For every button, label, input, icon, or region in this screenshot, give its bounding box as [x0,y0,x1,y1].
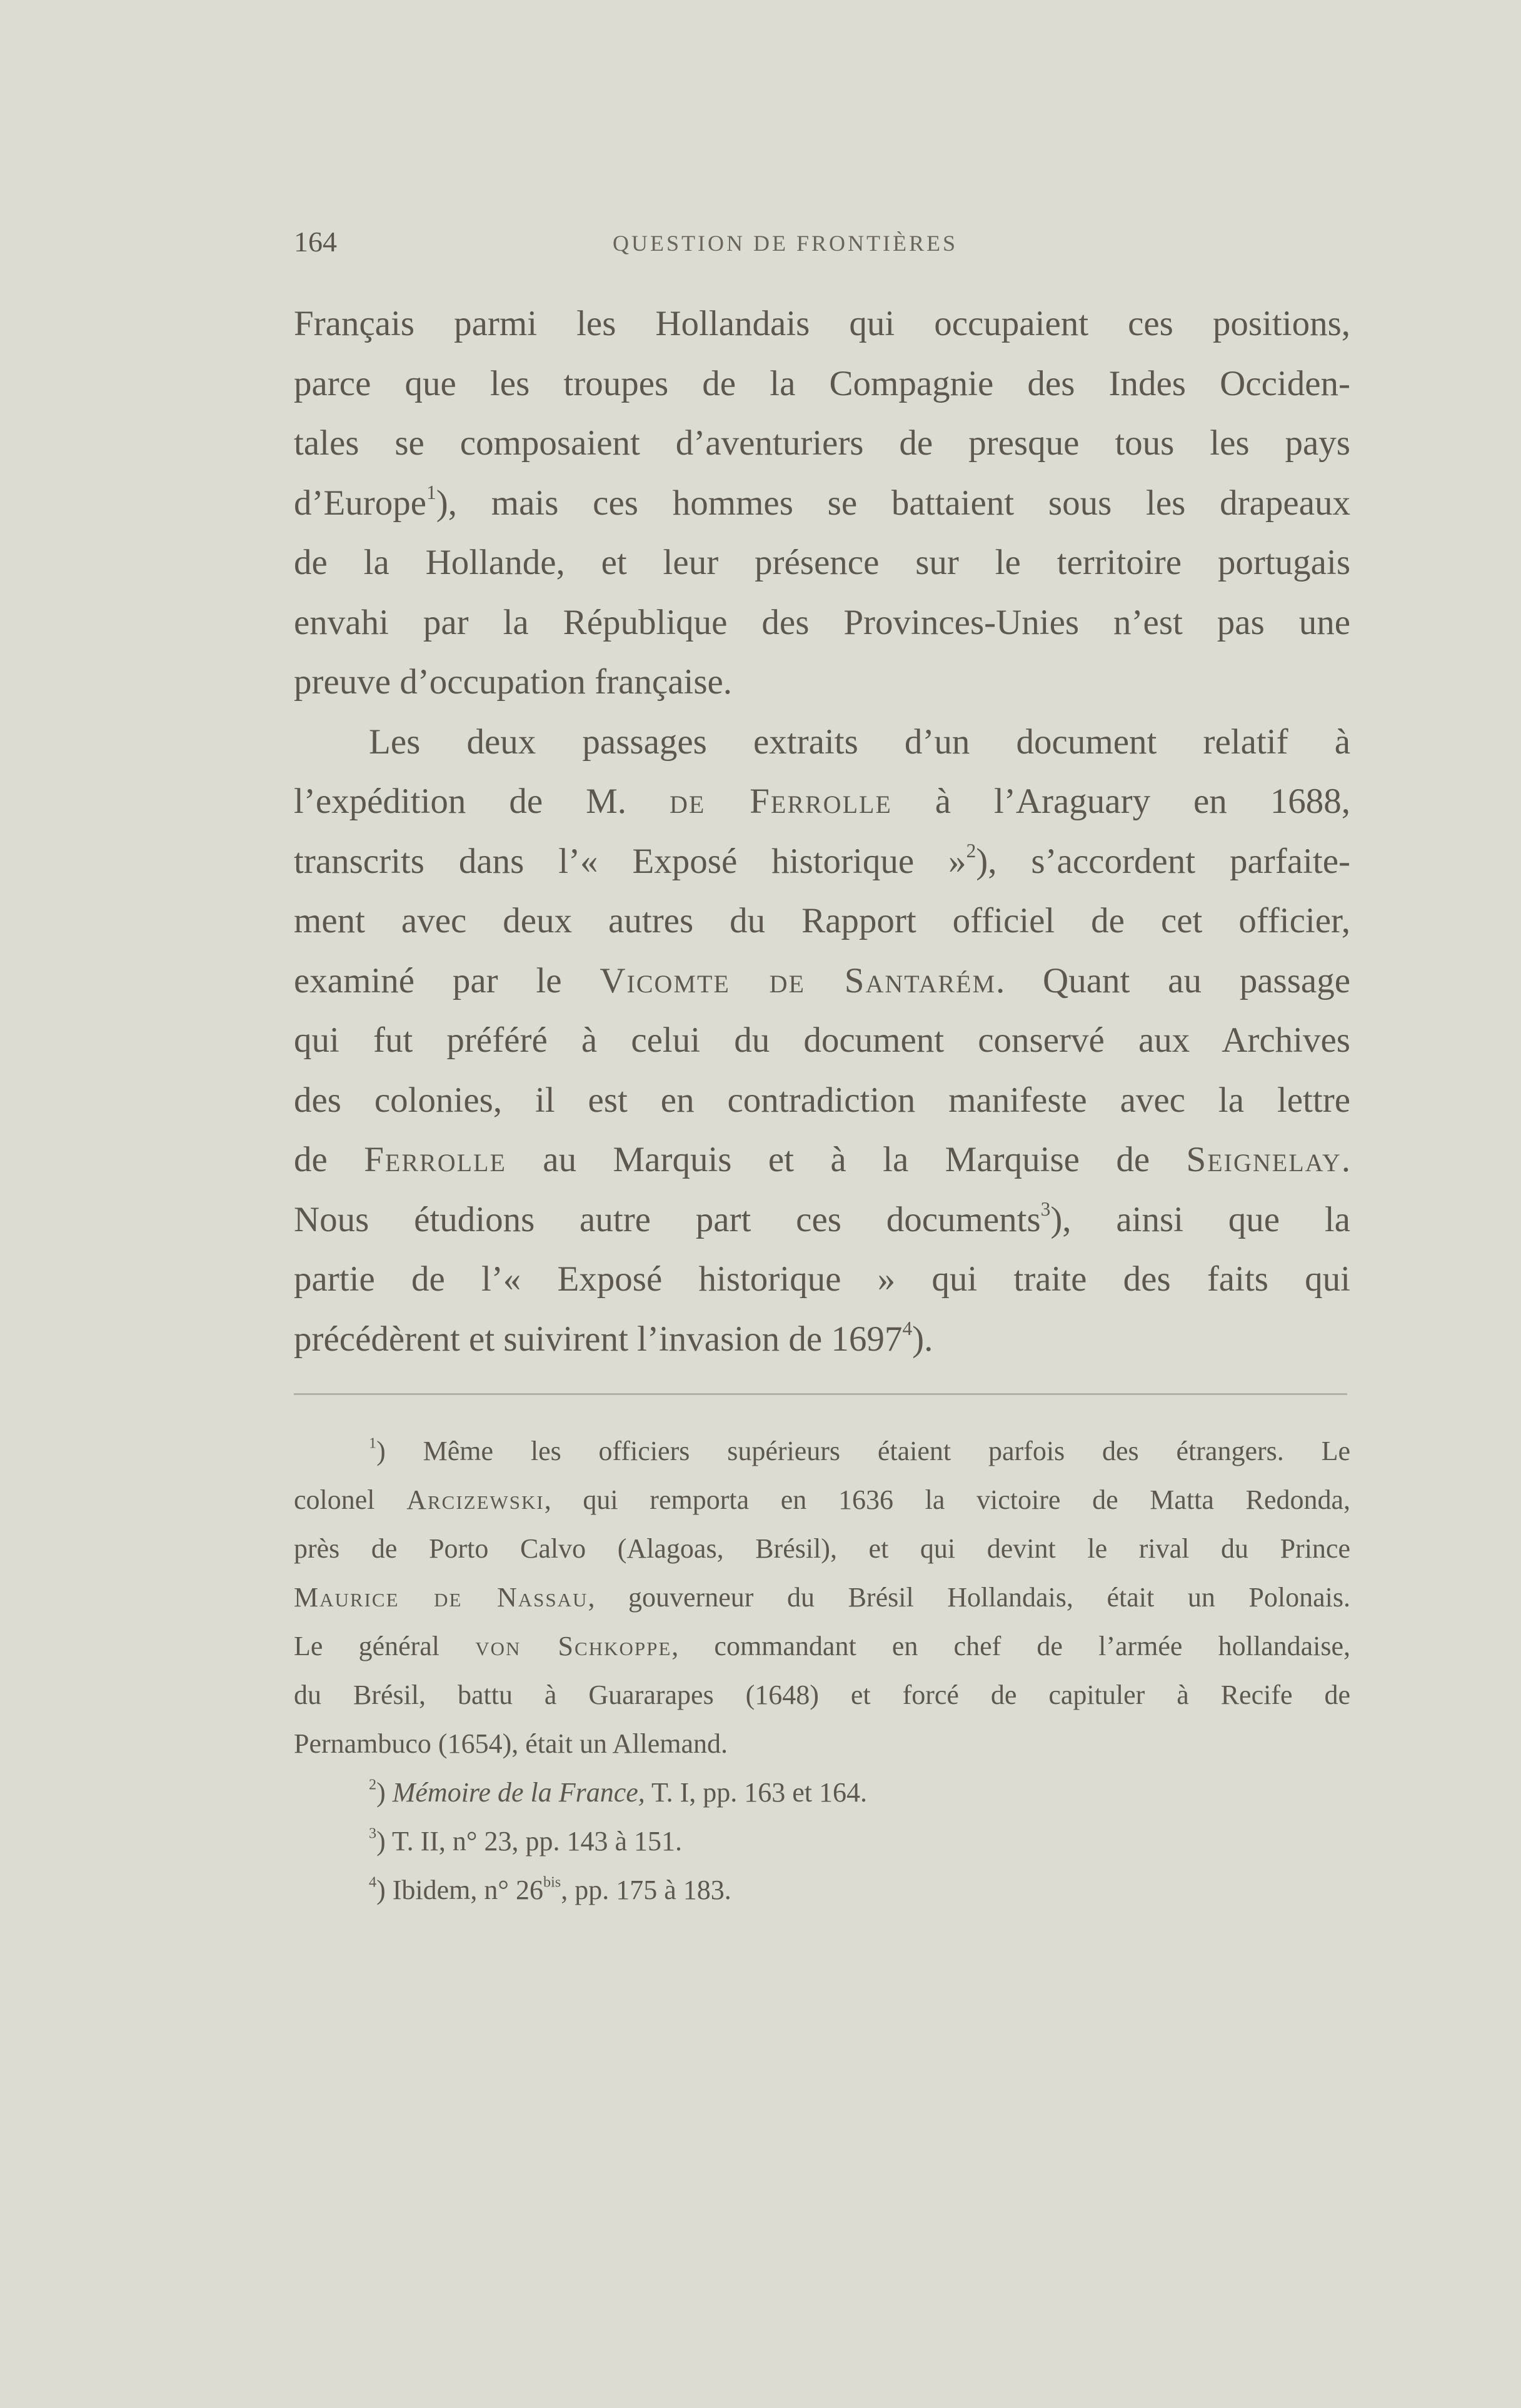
footnote-line: du Brésil, battu à Guararapes (1648) et forcé de capituler à Recife de [294,1680,1350,1710]
text-run: transcrits dans l’« Exposé historique » [294,841,966,881]
footnote-ref: 1 [426,481,436,503]
footnote-1 [294,1427,1350,1768]
text-line [294,951,1350,1011]
footnote-separator [294,1393,1347,1395]
person-name: Ferrolle [364,1140,506,1179]
footnote-ref: 2 [966,839,976,862]
text-line: parce que les troupes de la Compagnie des Indes Occiden- [294,363,1350,403]
text-line: ment avec deux autres du Rapport officiel de cet officier, [294,901,1350,940]
text-run: examiné par le [294,960,600,1000]
person-name: de Ferrolle [669,782,892,821]
text-run: ), mais ces hommes se battaient sous les drapeaux [436,483,1350,523]
text-line [294,473,1350,533]
footnote-line [294,1427,1350,1476]
text-run: colonel [294,1484,407,1515]
person-name: Seignelay [1186,1140,1342,1179]
text-line: preuve d’occupation française. [294,662,733,702]
text-line: partie de l’« Exposé historique » qui traite des faits qui [294,1259,1350,1299]
text-run: . Quant au passage [996,960,1350,1000]
main-text [294,294,1350,1369]
text-run: à l’Araguary en 1688, [891,782,1350,821]
text-run: ) Ibidem, n° 26 [376,1875,543,1905]
footnote-marker: 2 [369,1776,377,1793]
person-name: Maurice de Nassau [294,1582,588,1613]
text-line: Français parmi les Hollandais qui occupaient ces positions, [294,304,1350,343]
paragraph-2 [294,712,1350,1369]
footnote-marker: 1 [369,1434,377,1452]
text-run: Le général [294,1631,476,1661]
text-run: de [294,1140,364,1179]
person-name: Arcizewski [406,1484,545,1515]
text-line [294,1130,1350,1190]
text-line [294,772,1350,832]
footnote-marker: 3 [369,1825,377,1842]
text-run: Nous étudions autre part ces documents [294,1199,1041,1239]
page-number: 164 [294,226,337,258]
footnote-line: près de Porto Calvo (Alagoas, Brésil), et qui devint le rival du Prince [294,1533,1350,1564]
text-run: . [1341,1140,1350,1179]
person-name: von Schkoppe [475,1631,672,1661]
footnote-line [294,1622,1350,1671]
footnote-marker: 4 [369,1873,377,1891]
text-run: ) Même les officiers supérieurs étaient parfois des étrangers. Le [376,1436,1350,1466]
text-run: précédèrent et suivirent l’invasion de 1697 [294,1319,903,1359]
text-line: tales se composaient d’aventuriers de presque tous les pays [294,423,1350,463]
footnote-ref: 4 [902,1317,913,1339]
text-run: d’Europe [294,483,427,523]
text-run: T. I, pp. 163 et 164. [645,1777,867,1808]
superscript: bis [543,1873,561,1891]
page-header [294,225,1344,263]
text-run: ). [912,1319,933,1359]
text-line: qui fut préféré à celui du document conservé aux Archives [294,1020,1350,1060]
footnote-2 [294,1768,1350,1817]
person-name: Vicomte de Santarém [600,960,996,1000]
text-run: ), s’accordent parfaite- [976,841,1350,881]
footnote-line: Pernambuco (1654), était un Allemand. [294,1728,728,1759]
text-line: de la Hollande, et leur présence sur le territoire portugais [294,543,1350,582]
text-run: au Marquis et à la Marquise de [506,1140,1187,1179]
footnote-4 [294,1866,1350,1915]
text-line: envahi par la République des Provinces-Unies n’est pas une [294,602,1350,642]
text-run: , gouverneur du Brésil Hollandais, était un Polonais. [588,1582,1350,1613]
text-line: Les deux passages extraits d’un document relatif à [369,722,1350,762]
paragraph-1 [294,294,1350,712]
text-run: , pp. 175 à 183. [561,1875,731,1905]
footnote-3 [294,1817,1350,1866]
text-run: , commandant en chef de l’armée hollandaise, [671,1631,1351,1661]
text-run: ), ainsi que la [1050,1199,1350,1239]
text-run: ) T. II, n° 23, pp. 143 à 151. [376,1826,682,1856]
text-line [294,832,1350,892]
text-run: l’expédition de M. [294,782,670,821]
footnotes [294,1427,1350,1915]
footnote-line [294,1476,1350,1524]
text-line [294,1309,1350,1369]
text-line [294,1190,1350,1250]
running-head: QUESTION DE FRONTIÈRES [613,231,958,256]
footnote-ref: 3 [1040,1197,1051,1220]
text-run: ) [376,1777,393,1808]
work-title: Mémoire de la France, [392,1777,645,1808]
footnote-line [294,1573,1350,1622]
text-line: des colonies, il est en contradiction manifeste avec la lettre [294,1080,1350,1120]
text-run: , qui remporta en 1636 la victoire de Matta Redonda, [544,1484,1350,1515]
